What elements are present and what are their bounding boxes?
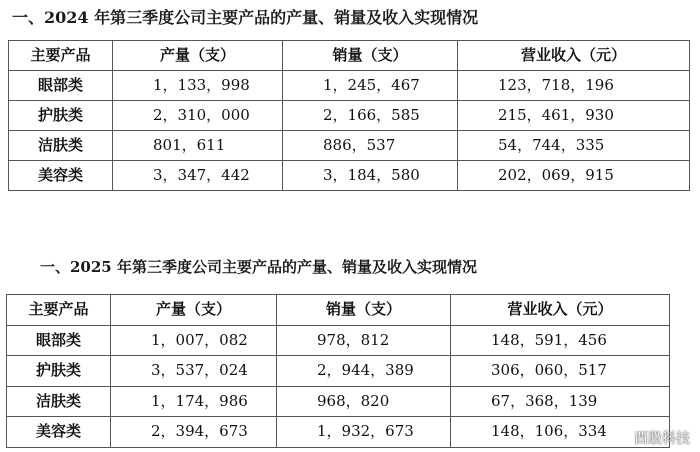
cell-sales: 968，820 (277, 386, 451, 417)
cell-revenue: 54，744，335 (458, 131, 690, 161)
header-production: 产量（支） (113, 41, 283, 71)
header-production: 产量（支） (111, 295, 277, 326)
weibo-logo-icon (615, 430, 631, 446)
watermark-text: 酉股科技 (634, 431, 690, 447)
cell-revenue: 202，069，915 (458, 161, 690, 191)
header-revenue: 营业收入（元） (458, 41, 690, 71)
cell-production: 3，537，024 (111, 356, 277, 387)
row-product: 美容类 (9, 161, 113, 191)
table-row (9, 131, 690, 161)
table-row (7, 325, 670, 356)
table-row (9, 101, 690, 131)
row-product: 眼部类 (7, 325, 111, 356)
cell-production: 1，174，986 (111, 386, 277, 417)
cell-sales: 1，932，673 (277, 417, 451, 448)
cell-sales: 2，944，389 (277, 356, 451, 387)
cell-revenue: 306，060，517 (451, 356, 670, 387)
cell-production: 801，611 (113, 131, 283, 161)
table-header-row (9, 41, 690, 71)
cell-production: 1，133，998 (113, 71, 283, 101)
cell-revenue: 148，591，456 (451, 325, 670, 356)
table-row (7, 417, 670, 448)
row-product: 眼部类 (9, 71, 113, 101)
cell-sales: 1，245，467 (283, 71, 458, 101)
watermark (615, 428, 690, 448)
product-table-2024 (8, 40, 690, 191)
cell-sales: 886，537 (283, 131, 458, 161)
table-row (9, 161, 690, 191)
table-row (7, 386, 670, 417)
cell-production: 2，394，673 (111, 417, 277, 448)
header-product: 主要产品 (7, 295, 111, 326)
section-title-2024: 一、2024 年第三季度公司主要产品的产量、销量及收入实现情况 (12, 8, 479, 27)
table-header-row (7, 295, 670, 326)
row-product: 洁肤类 (7, 386, 111, 417)
cell-production: 3，347，442 (113, 161, 283, 191)
header-sales: 销量（支） (277, 295, 451, 326)
header-product: 主要产品 (9, 41, 113, 71)
product-table-2025 (6, 294, 670, 448)
cell-sales: 978，812 (277, 325, 451, 356)
cell-production: 1，007，082 (111, 325, 277, 356)
row-product: 护肤类 (9, 101, 113, 131)
row-product: 护肤类 (7, 356, 111, 387)
cell-production: 2，310，000 (113, 101, 283, 131)
cell-sales: 2，166，585 (283, 101, 458, 131)
cell-revenue: 123，718，196 (458, 71, 690, 101)
header-revenue: 营业收入（元） (451, 295, 670, 326)
cell-revenue: 215，461，930 (458, 101, 690, 131)
cell-sales: 3，184，580 (283, 161, 458, 191)
header-sales: 销量（支） (283, 41, 458, 71)
cell-revenue: 67，368，139 (451, 386, 670, 417)
row-product: 洁肤类 (9, 131, 113, 161)
table-row (9, 71, 690, 101)
section-title-2025: 一、2025 年第三季度公司主要产品的产量、销量及收入实现情况 (40, 258, 477, 276)
table-row (7, 356, 670, 387)
row-product: 美容类 (7, 417, 111, 448)
cell-revenue: 148，106，334 (451, 417, 670, 448)
